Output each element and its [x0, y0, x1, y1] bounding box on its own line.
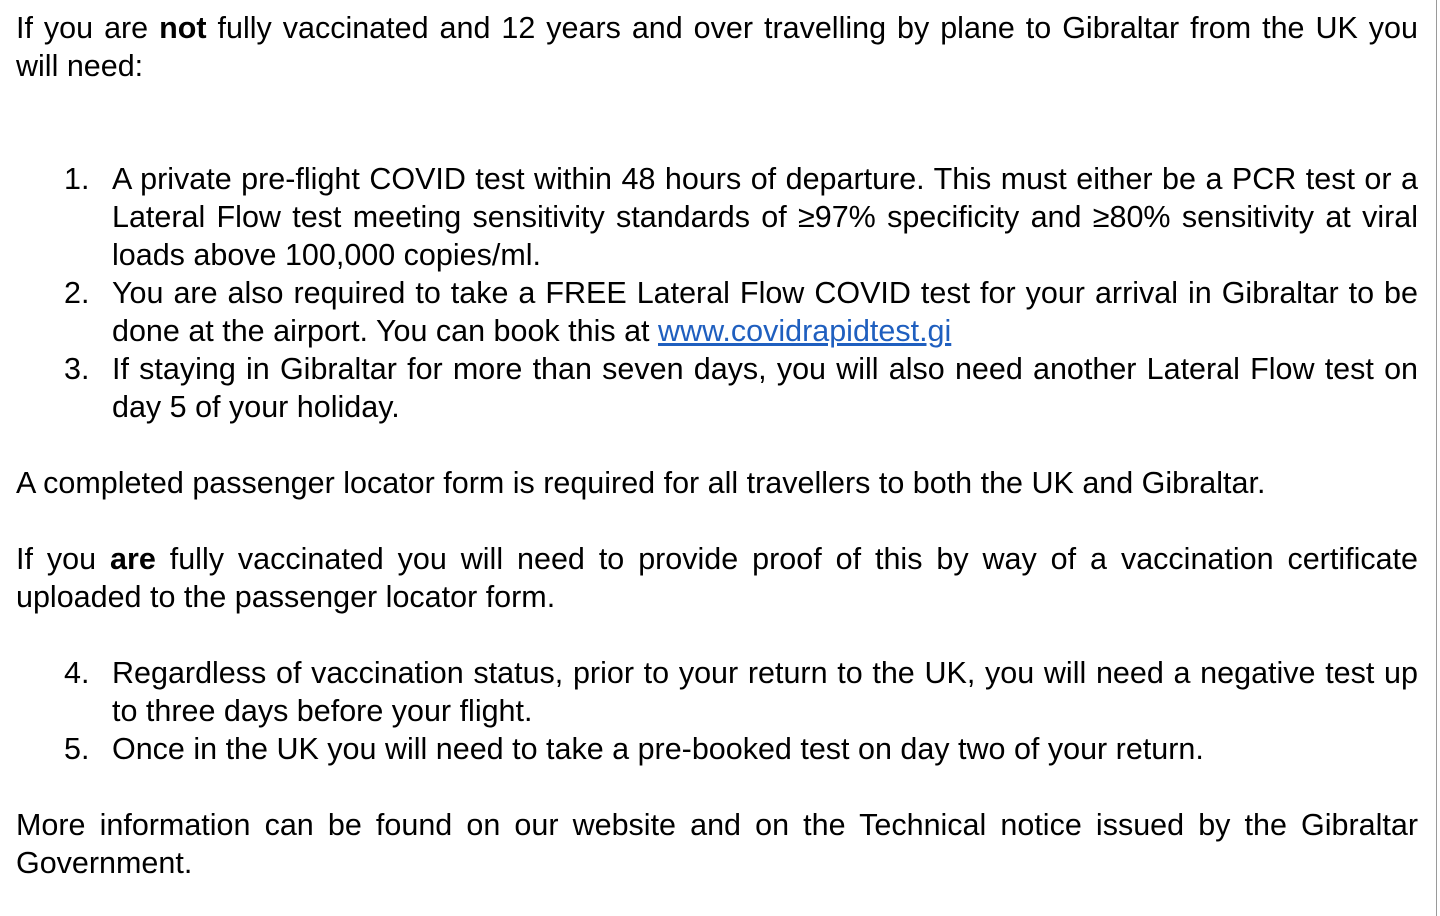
requirements-list-return [16, 654, 1418, 768]
list-item [16, 350, 1418, 426]
spacer [16, 85, 1418, 160]
list-item [16, 730, 1418, 768]
spacer [16, 426, 1418, 464]
intro-prefix: If you are [16, 11, 160, 45]
list-item [16, 160, 1418, 274]
document-content [16, 9, 1418, 882]
footer-paragraph: More information can be found on our website and on the Technical notice issued by the Gibraltar Government. [16, 808, 1418, 880]
spacer [16, 616, 1418, 654]
spacer [16, 768, 1418, 806]
list-item [16, 274, 1418, 350]
list-item [16, 654, 1418, 730]
list-item-number: 5. [64, 732, 90, 766]
locator-form-paragraph: A completed passenger locator form is required for all travellers to both the UK and Gibraltar. [16, 466, 1266, 500]
requirements-list-unvaccinated [16, 160, 1418, 426]
list-item-text: Once in the UK you will need to take a pre-booked test on day two of your return. [112, 732, 1204, 766]
vaccinated-paragraph [16, 540, 1418, 616]
intro-emphasis: not [159, 11, 207, 45]
list-item-number: 1. [64, 162, 90, 196]
list-item-number: 3. [64, 352, 90, 386]
covid-test-booking-link[interactable]: www.covidrapidtest.gi [658, 314, 952, 348]
list-item-number: 2. [64, 276, 90, 310]
vaccinated-emphasis: are [110, 542, 156, 576]
list-item-text: Regardless of vaccination status, prior to your return to the UK, you will need a negative test up to three days before your flight. [112, 656, 1418, 728]
spacer [16, 502, 1418, 540]
list-item-text: If staying in Gibraltar for more than seven days, you will also need another Lateral Flow test on day 5 of your holiday. [112, 352, 1418, 424]
intro-suffix: fully vaccinated and 12 years and over travelling by plane to Gibraltar from the UK you will need: [16, 11, 1418, 83]
intro-paragraph [16, 9, 1418, 85]
vaccinated-suffix: fully vaccinated you will need to provide proof of this by way of a vaccination certificate uploaded to the passenger locator form. [16, 542, 1418, 614]
list-item-number: 4. [64, 656, 90, 690]
list-item-text: You are also required to take a FREE Lateral Flow COVID test for your arrival in Gibraltar to be done at the airport. You can book this at [112, 276, 1418, 348]
list-item-text: A private pre-flight COVID test within 48 hours of departure. This must either be a PCR test or a Lateral Flow test meeting sensitivity standards of ≥97% specificity and ≥80% sensitivity at viral loads above 100,000 copies/ml. [112, 162, 1418, 272]
vaccinated-prefix: If you [16, 542, 110, 576]
